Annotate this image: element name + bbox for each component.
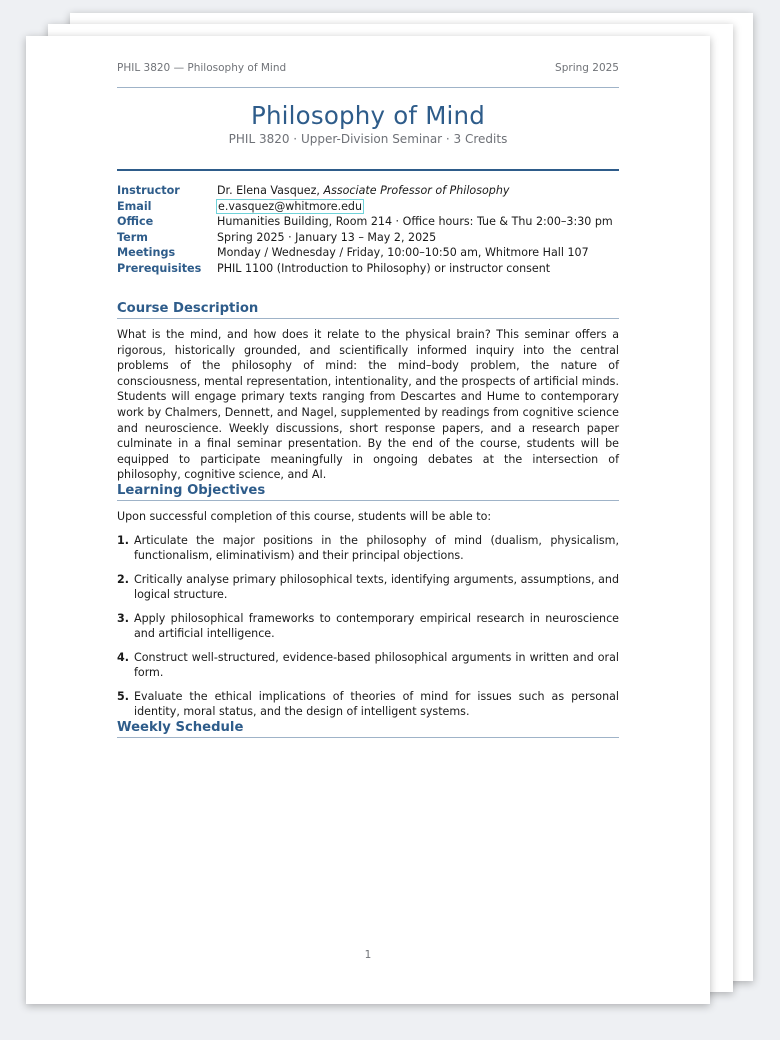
section-heading-course-description: Course Description [117,301,619,319]
info-label: Email [117,199,152,213]
info-label: Office [117,215,154,229]
list-item-number: 4. [117,650,129,664]
list-item [117,611,619,642]
title-rule [117,169,619,171]
running-head-term: Spring 2025 [555,62,619,74]
document-subtitle: PHIL 3820 · Upper-Division Seminar · 3 Credits [228,132,508,146]
list-item [117,572,619,603]
section-heading-weekly-schedule: Weekly Schedule [117,720,619,738]
info-row-prerequisites [117,261,619,277]
info-row-instructor [117,183,619,199]
objectives-intro: Upon successful completion of this course, students will be able to: [117,510,492,523]
info-value-prerequisites: PHIL 1100 (Introduction to Philosophy) or instructor consent [217,261,551,275]
info-label: Instructor [117,184,180,197]
course-info-table [117,183,619,277]
info-row-term [117,230,619,246]
list-item-number: 3. [117,611,129,625]
info-row-email [117,199,619,215]
email-link[interactable]: e.vasquez@whitmore.edu [218,199,363,213]
page-number: 1 [364,949,372,961]
list-item [117,689,619,720]
document-title: Philosophy of Mind [250,101,486,130]
list-item-number: 1. [117,534,129,547]
running-head [117,62,619,74]
list-item-text: Evaluate the ethical implications of theories of mind for issues such as personal identity, moral status, and the design of intelligent systems. [134,689,619,719]
info-value-meetings: Monday / Wednesday / Friday, 10:00–10:50 am, Whitmore Hall 107 [217,246,589,260]
list-item-text: Articulate the major positions in the philosophy of mind (dualism, physicalism, functionalism, eliminativism) and their principal objections. [134,534,619,563]
info-value-office: Humanities Building, Room 214 · Office hours: Tue & Thu 2:00–3:30 pm [217,215,613,229]
section-heading-learning-objectives: Learning Objectives [117,483,619,501]
list-item-number: 2. [117,572,129,586]
instructor-name: Dr. Elena Vasquez, [217,184,320,197]
info-value-instructor [217,183,509,199]
document-page [26,36,710,1004]
info-value-term: Spring 2025 · January 13 – May 2, 2025 [217,230,437,244]
info-label: Meetings [117,246,176,260]
course-description-text: What is the mind, and how does it relate to the physical brain? This seminar offers a rigorous, historically grounded, and scientifically informed inquiry into the central problems of the philosophy of mind: the mind–body problem, the nature of consciousness, mental representation, intentionality, and the prospects of artificial minds. Students will engage primary texts ranging from Descartes and Hume to contemporary work by Chalmers, Dennett, and Nagel, supplemented by readings from cognitive science and neuroscience. Weekly discussions, short response papers, and a research paper culminate in a final seminar presentation. By the end of the course, students will be equipped to participate meaningfully in ongoing debates at the intersection of philosophy, cognitive science, and AI. [117,328,619,482]
running-head-course: PHIL 3820 — Philosophy of Mind [117,62,287,74]
info-label: Prerequisites [117,261,202,275]
objectives-list [117,533,619,728]
list-item [117,650,619,681]
list-item [117,533,619,564]
list-item-text: Critically analyse primary philosophical texts, identifying arguments, assumptions, and logical structure. [134,572,619,602]
instructor-title: Associate Professor of Philosophy [323,184,510,197]
info-row-meetings [117,245,619,261]
list-item-text: Apply philosophical frameworks to contemporary empirical research in neuroscience and artificial intelligence. [134,611,619,641]
info-label: Term [117,230,148,244]
list-item-number: 5. [117,689,129,703]
list-item-text: Construct well-structured, evidence-based philosophical arguments in written and oral form. [134,650,619,680]
info-value-email [217,199,363,215]
header-rule [117,87,619,88]
info-row-office [117,214,619,230]
